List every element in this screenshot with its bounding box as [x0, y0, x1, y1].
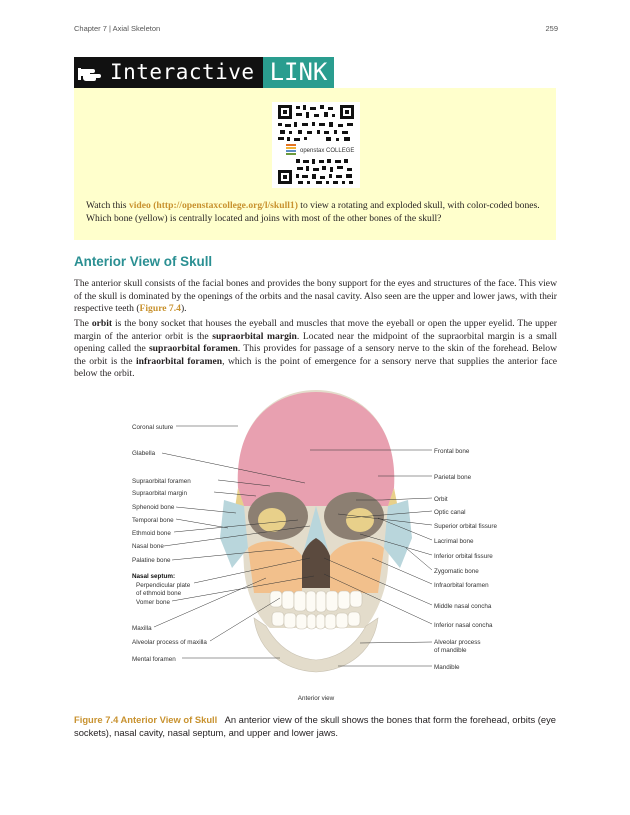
interactive-box [74, 88, 556, 240]
label-infraorbital-foramen: Infraorbital foramen [434, 582, 489, 589]
paragraph-orbit: The orbit is the bony socket that houses the eyeball and muscles that move the eyeball or open the upper eyelid. The upper margin of the anterior orbit is the supraorbital margin. Located near the midpoint of the supraorbital margin is a small opening called the supraorbital foramen. This provides for passage of a sensory nerve to the skin of the forehead. Below the orbit is the infraorbital foramen, which is the point of emergence for a sensory nerve that supplies the anterior face below the orbit. [74, 318, 557, 379]
label-of-mandible: of mandible [434, 647, 467, 654]
pointing-hand-icon [74, 57, 108, 88]
skull-anterior-figure [120, 388, 510, 706]
label-frontal-bone: Frontal bone [434, 448, 470, 455]
banner-link-text: LINK [263, 57, 335, 88]
label-sphenoid-bone: Sphenoid bone [132, 504, 175, 511]
figure-caption [74, 714, 557, 739]
label-parietal-bone: Parietal bone [434, 474, 472, 481]
label-orbit: Orbit [434, 496, 448, 503]
label-of-ethmoid-bone: of ethmoid bone [136, 590, 182, 597]
label-perpendicular-plate: Perpendicular plate [136, 582, 191, 589]
caption-title: Figure 7.4 Anterior View of Skull [74, 714, 218, 725]
label-alveolar-process-maxilla: Alveolar process of maxilla [132, 639, 207, 646]
label-maxilla: Maxilla [132, 625, 152, 632]
page-number: 259 [545, 24, 558, 33]
video-link[interactable]: video (http://openstaxcollege.org/l/skull1) [128, 200, 298, 211]
label-inferior-orbital-fissure: Inferior orbital fissure [434, 553, 493, 560]
section-title: Anterior View of Skull [74, 254, 213, 269]
label-ethmoid-bone: Ethmoid bone [132, 530, 171, 537]
skull-illustration [220, 390, 412, 672]
label-anterior-view: Anterior view [297, 695, 335, 702]
label-supraorbital-foramen: Supraorbital foramen [132, 478, 191, 485]
label-alveolar-process: Alveolar process [434, 639, 481, 646]
interactive-link-banner [74, 57, 334, 88]
label-palatine-bone: Palatine bone [132, 557, 171, 564]
caption-text: An anterior view of the skull shows the bones that form the forehead, orbits (eye sockets), nasal cavity, nasal septum, and upper and lower jaws. [74, 714, 556, 738]
term-supraorbital-foramen: supraorbital foramen [148, 343, 238, 354]
term-infraorbital-foramen: infraorbital foramen [135, 355, 223, 367]
interactive-description: Watch this video (http://openstaxcollege.org/l/skull1) to view a rotating and exploded skull, with color-coded bones. Which bone (yellow) is centrally located and joins with most of the other bones of the skull? [86, 200, 540, 224]
label-inferior-nasal-concha: Inferior nasal concha [434, 622, 493, 629]
figure-reference-link[interactable]: Figure 7.4 [139, 303, 181, 314]
running-header-chapter: Chapter 7 | Axial Skeleton [74, 24, 161, 33]
label-supraorbital-margin: Supraorbital margin [132, 490, 187, 497]
label-middle-nasal-concha: Middle nasal concha [434, 603, 492, 610]
label-glabella: Glabella [132, 450, 156, 457]
term-orbit: orbit [91, 318, 113, 329]
qr-code-image[interactable] [272, 102, 360, 188]
label-superior-orbital-fissure: Superior orbital fissure [434, 523, 497, 530]
label-optic-canal: Optic canal [434, 509, 466, 516]
label-lacrimal-bone: Lacrimal bone [434, 538, 474, 545]
term-supraorbital-margin: supraorbital margin [212, 330, 297, 342]
label-coronal-suture: Coronal suture [132, 424, 174, 431]
label-nasal-bone: Nasal bone [132, 543, 164, 550]
qr-caption: openstax COLLEGE [300, 148, 355, 154]
label-nasal-septum: Nasal septum: [132, 573, 176, 580]
label-zygomatic-bone: Zygomatic bone [434, 568, 479, 575]
paragraph-anterior-skull: The anterior skull consists of the facial bones and provides the bony support for the eyes and structures of the face. This view of the skull is dominated by the openings of the orbits and the nasal cavity. Also seen are the upper and lower jaws, with their respective teeth (Figure 7.4). [74, 278, 557, 314]
label-temporal-bone: Temporal bone [132, 517, 174, 524]
label-mental-foramen: Mental foramen [132, 656, 176, 663]
banner-interactive-text: Interactive [108, 57, 263, 88]
label-mandible: Mandible [434, 664, 460, 671]
label-vomer-bone: Vomer bone [136, 599, 170, 606]
